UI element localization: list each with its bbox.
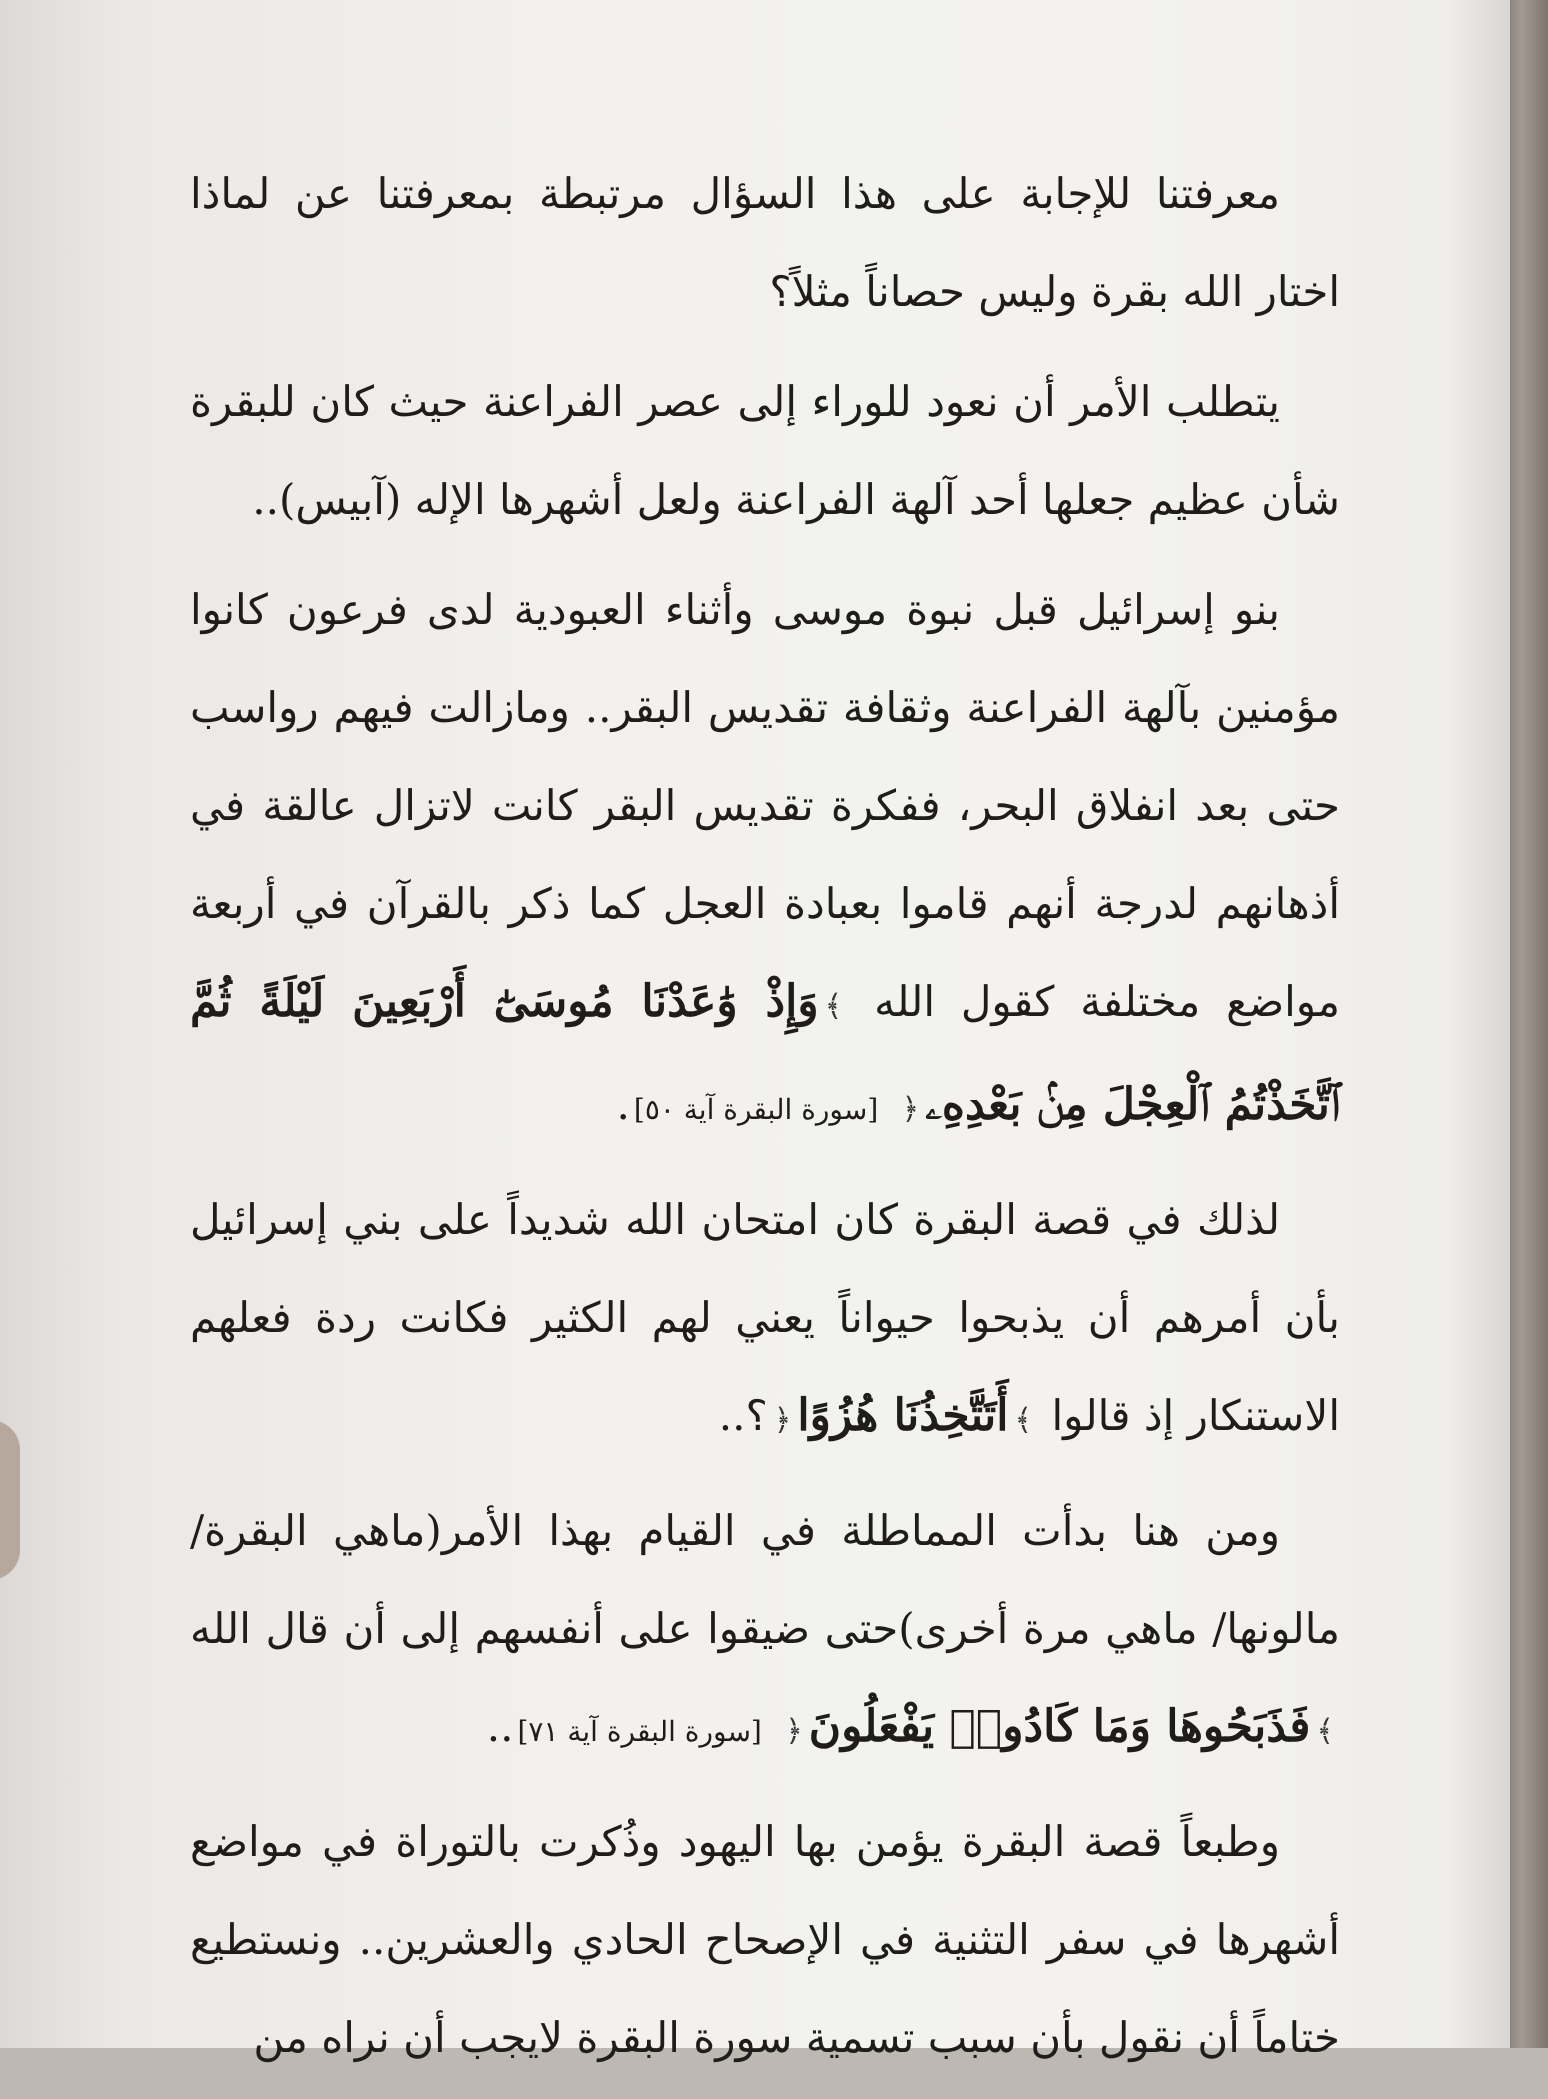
paragraph-1 xyxy=(190,145,1340,341)
paragraph-text: يتطلب الأمر أن نعود للوراء إلى عصر الفراعنة حيث كان للبقرة شأن عظيم جعلها أحد آلهة الفراعنة ولعل أشهرها الإله (آبيس).. xyxy=(190,377,1340,524)
paragraph-text: وطبعاً قصة البقرة يؤمن بها اليهود وذُكرت بالتوراة في مواضع أشهرها في سفر التثنية في الإصحاح الحادي والعشرين.. ونستطيع ختاماً أن نقول بأن سبب تسمية سورة البقرة لايجب أن نراه من xyxy=(190,1817,1340,2062)
quran-bracket-close-icon: ﴿ xyxy=(785,1714,803,1749)
quran-bracket-open-icon: ﴾ xyxy=(1014,1403,1033,1438)
paragraph-text: ومن هنا بدأت المماطلة في القيام بهذا الأمر(ماهي البقرة/ مالونها/ ماهي مرة أخرى)حتى ضيقوا على أنفسهم إلى أن قال الله xyxy=(190,1506,1340,1653)
paragraph-3 xyxy=(190,561,1340,1159)
quran-bracket-close-icon: ﴿ xyxy=(901,1092,920,1127)
holding-thumb xyxy=(0,1420,20,1580)
verse-reference: [سورة البقرة آية ٧١] xyxy=(517,1715,762,1748)
paragraph-5 xyxy=(190,1482,1340,1781)
quran-bracket-open-icon: ﴾ xyxy=(1316,1714,1334,1749)
paragraph-text: لذلك في قصة البقرة كان امتحان الله شديداً على بني إسرائيل بأن أمرهم أن يذبحوا حيواناً يعني لهم الكثير فكانت ردة فعلهم الاستنكار إذ قالوا xyxy=(190,1195,1340,1440)
paragraph-tail: ؟.. xyxy=(718,1391,768,1440)
paragraph-2 xyxy=(190,353,1340,549)
quran-verse: فَذَبَحُوهَا وَمَا كَادُوا۟ يَفْعَلُونَ xyxy=(808,1701,1311,1752)
paragraph-text: بنو إسرائيل قبل نبوة موسى وأثناء العبودية لدى فرعون كانوا مؤمنين بآلهة الفراعنة وثقافة تقديس البقر.. ومازالت فيهم رواسب حتى بعد انفلاق البحر، ففكرة تقديس البقر كانت لاتزال عالقة في أذهانهم لدرجة أنهم قاموا بعبادة العجل كما ذكر بالقرآن في أربعة مواضع مختلفة كقول الله xyxy=(190,585,1340,1026)
paragraph-text: معرفتنا للإجابة على هذا السؤال مرتبطة بمعرفتنا عن لماذا اختار الله بقرة وليس حصاناً مثلاً؟ xyxy=(190,169,1340,316)
paragraph-tail: . xyxy=(616,1080,630,1129)
quran-bracket-open-icon: ﴾ xyxy=(824,989,843,1024)
body-text xyxy=(190,145,1340,2099)
paragraph-tail: .. xyxy=(486,1702,514,1751)
paragraph-6 xyxy=(190,1793,1340,2087)
book-edge xyxy=(1510,0,1548,2048)
quran-verse: أَتَتَّخِذُنَا هُزُوًا xyxy=(797,1390,1009,1441)
verse-reference: [سورة البقرة آية ٥٠] xyxy=(633,1093,879,1126)
quran-verse: وَإِذْ وَٰعَدْنَا مُوسَىٰٓ أَرْبَعِينَ لَيْلَةً ثُمَّ ٱتَّخَذْتُمُ ٱلْعِجْلَ مِنۢ بَعْدِهِۦ xyxy=(190,976,1340,1130)
quran-bracket-close-icon: ﴿ xyxy=(773,1403,792,1438)
paragraph-4 xyxy=(190,1171,1340,1470)
